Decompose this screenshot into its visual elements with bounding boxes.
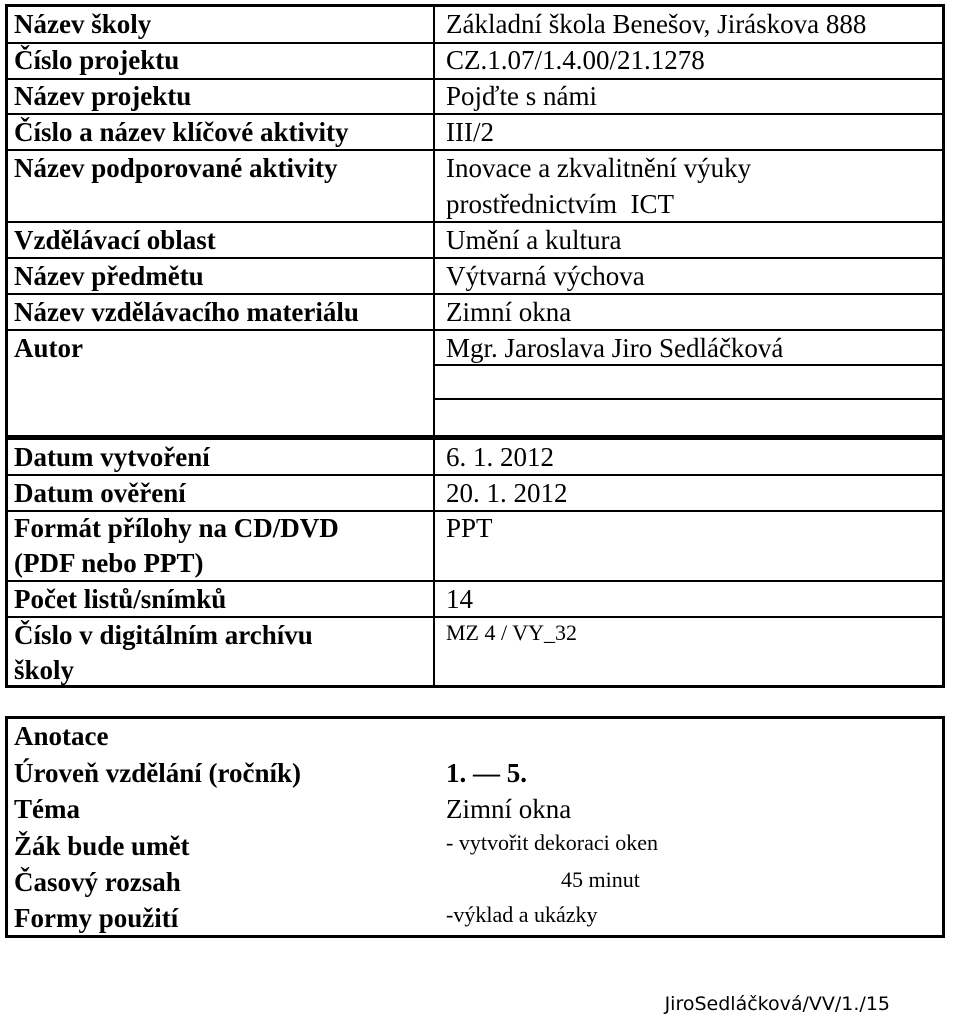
subject-value: Výtvarná výchova <box>446 261 645 291</box>
slides-count-value: 14 <box>446 584 473 614</box>
forms-label: Formy použití <box>14 903 179 933</box>
forms-value: -výklad a ukázky <box>446 902 598 927</box>
archive-number-value: MZ 4 / VY_32 <box>446 620 577 645</box>
supported-activity-value-line1: Inovace a zkvalitnění výuky <box>446 153 752 183</box>
key-activity-value: III/2 <box>446 117 494 147</box>
outcome-value: - vytvořit dekoraci oken <box>446 830 658 855</box>
key-activity-label: Číslo a název klíčové aktivity <box>14 117 349 147</box>
slides-count-label: Počet listů/snímků <box>14 584 227 614</box>
row-divider <box>434 398 942 400</box>
material-name-value: Zimní okna <box>446 297 572 327</box>
archive-number-label-line1: Číslo v digitálním archívu <box>14 620 313 650</box>
annotation-label: Anotace <box>14 721 109 751</box>
school-name-value: Základní škola Benešov, Jiráskova 888 <box>446 9 867 39</box>
grade-value: 1. — 5. <box>446 758 527 788</box>
educational-area-value: Umění a kultura <box>446 225 622 255</box>
project-number-label: Číslo projektu <box>14 45 180 75</box>
verified-date-label: Datum ověření <box>14 478 186 508</box>
duration-label: Časový rozsah <box>14 867 181 897</box>
supported-activity-label: Název podporované aktivity <box>14 153 338 183</box>
archive-number-label-line2: školy <box>14 655 75 685</box>
created-date-value: 6. 1. 2012 <box>446 442 554 472</box>
school-name-label: Název školy <box>14 9 152 39</box>
material-name-label: Název vzdělávacího materiálu <box>14 297 359 327</box>
document-code: JiroSedláčková/VV/1./15 <box>664 993 890 1015</box>
column-divider <box>433 7 435 435</box>
topic-label: Téma <box>14 794 80 824</box>
project-name-label: Název projektu <box>14 81 192 111</box>
column-divider <box>433 440 435 685</box>
author-value: Mgr. Jaroslava Jiro Sedláčková <box>446 333 784 363</box>
subject-label: Název předmětu <box>14 261 204 291</box>
verified-date-value: 20. 1. 2012 <box>446 478 568 508</box>
project-number-value: CZ.1.07/1.4.00/21.1278 <box>446 45 705 75</box>
duration-value: 45 minut <box>561 867 640 892</box>
author-label: Autor <box>14 333 83 363</box>
created-date-label: Datum vytvoření <box>14 442 210 472</box>
educational-area-label: Vzdělávací oblast <box>14 225 216 255</box>
project-name-value: Pojďte s námi <box>446 81 597 111</box>
topic-value: Zimní okna <box>446 794 572 824</box>
attachment-format-label-line1: Formát přílohy na CD/DVD <box>14 513 339 543</box>
outcome-label: Žák bude umět <box>14 831 190 861</box>
attachment-format-label-line2: (PDF nebo PPT) <box>14 548 204 578</box>
grade-label: Úroveň vzdělání (ročník) <box>14 758 301 788</box>
attachment-format-value: PPT <box>446 513 493 543</box>
supported-activity-value-line2: prostřednictvím ICT <box>446 189 674 219</box>
